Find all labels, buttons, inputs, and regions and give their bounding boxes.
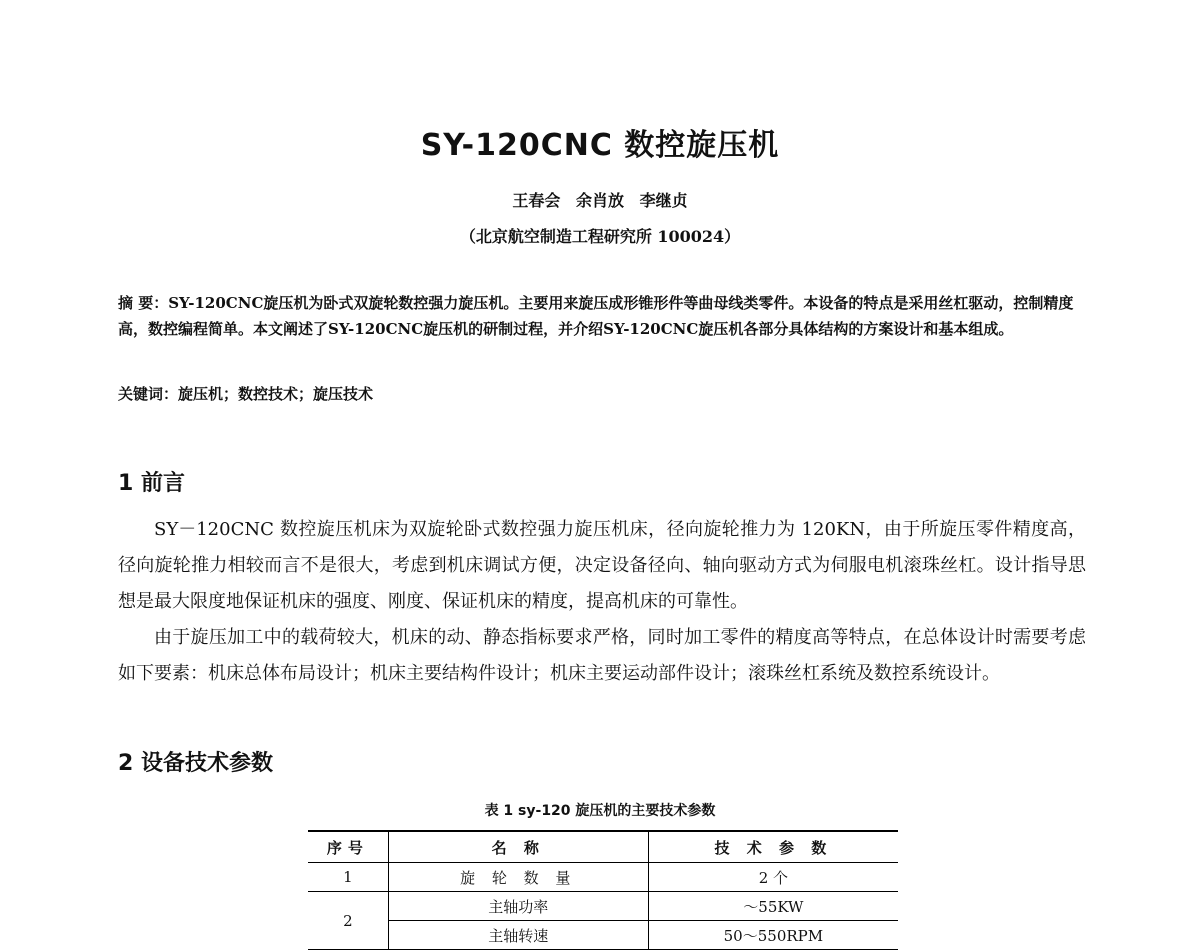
- row-name: 主轴功率: [388, 892, 648, 921]
- row-name: 主轴转速: [388, 921, 648, 950]
- row-no: 1: [308, 863, 388, 892]
- section-heading-introduction: 1 前言: [118, 471, 185, 496]
- row-value: 2 个: [648, 863, 898, 892]
- intro-paragraph-1: SY－120CNC 数控旋压机床为双旋轮卧式数控强力旋压机床，径向旋轮推力为 120KN，由于所旋压零件精度高，径向旋轮推力相较而言不是很大，考虑到机床调试方便，决定设备径向、轴向驱动方式为伺服电机滚珠丝杠。设计指导思想是最大限度地保证机床的强度、刚度、保证机床的精度，提高机床的可靠性。: [118, 519, 1086, 612]
- header-value: 技 术 参 数: [648, 831, 898, 863]
- table-row: [308, 892, 898, 921]
- parameters-table: [308, 830, 898, 950]
- header-name: 名 称: [388, 831, 648, 863]
- table-row: [308, 863, 898, 892]
- intro-paragraph-2: 由于旋压加工中的载荷较大，机床的动、静态指标要求严格，同时加工零件的精度高等特点，在总体设计时需要考虑如下要素：机床总体布局设计；机床主要结构件设计；机床主要运动部件设计；滚珠丝杠系统及数控系统设计。: [118, 627, 1086, 684]
- row-name: 旋 轮 数 量: [388, 863, 648, 892]
- header-no: 序号: [308, 831, 388, 863]
- keywords: 关键词：旋压机；数控技术；旋压技术: [118, 385, 374, 403]
- abstract: 摘 要：SY-120CNC旋压机为卧式双旋轮数控强力旋压机。主要用来旋压成形锥形件等曲母线类零件。本设备的特点是采用丝杠驱动，控制精度高，数控编程简单。本文阐述了SY-120CNC旋压机的研制过程，并介绍SY-120CNC旋压机各部分具体结构的方案设计和基本组成。: [118, 294, 1074, 338]
- row-value: 50～550RPM: [648, 921, 898, 950]
- affiliation: （北京航空制造工程研究所 100024）: [459, 227, 741, 246]
- table-header-row: [308, 831, 898, 863]
- row-no: 2: [308, 892, 388, 950]
- table-row: [308, 921, 898, 950]
- row-value: ～55KW: [648, 892, 898, 921]
- section-heading-parameters: 2 设备技术参数: [118, 751, 273, 776]
- authors: 王春会 余肖放 李继贞: [512, 191, 688, 210]
- table-caption: 表 1 sy-120 旋压机的主要技术参数: [484, 803, 716, 819]
- paper-title: SY-120CNC 数控旋压机: [420, 128, 780, 163]
